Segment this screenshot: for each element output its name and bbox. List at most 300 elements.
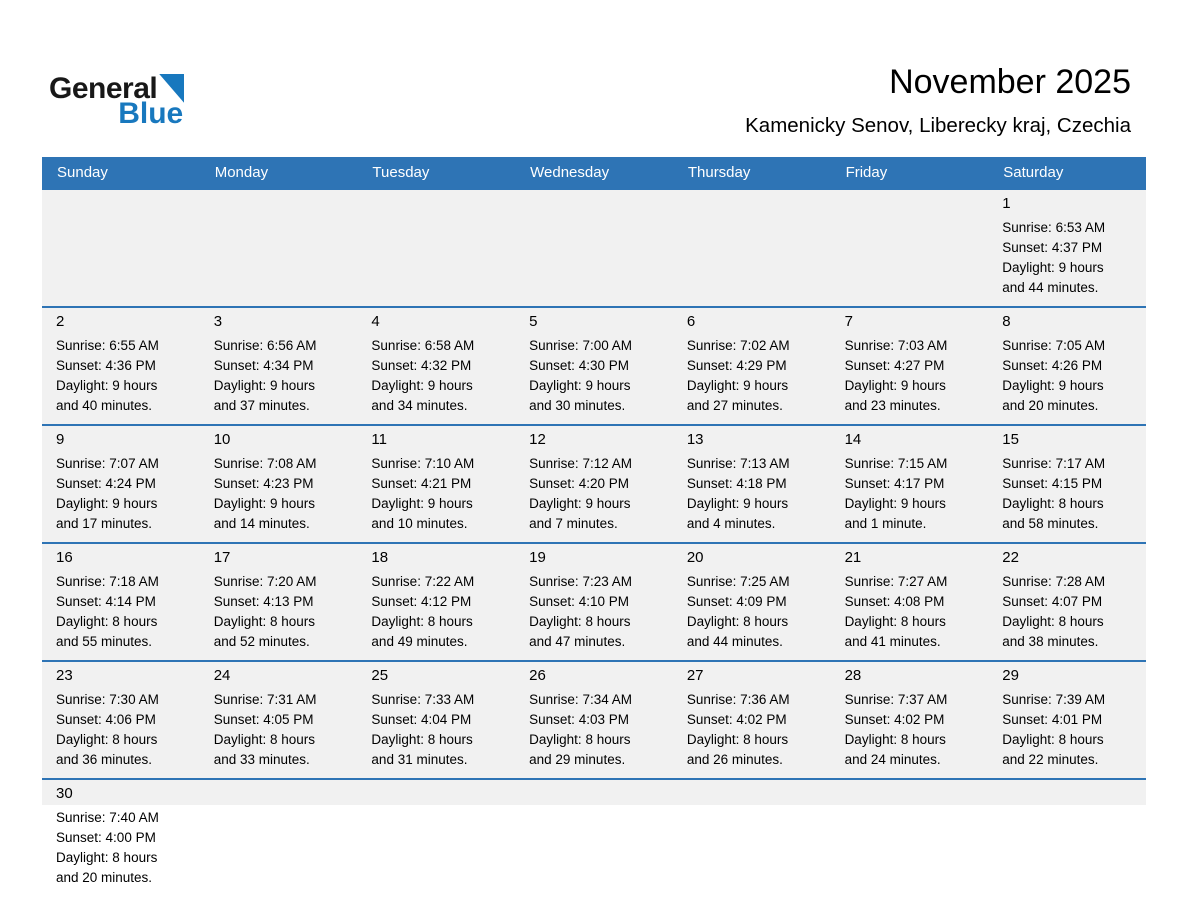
week-row — [42, 660, 1146, 778]
sunset-text — [845, 356, 966, 376]
daylight-text — [371, 376, 492, 416]
sunset-value: 4:04 PM — [420, 712, 472, 727]
daylight-label: Daylight: — [56, 378, 109, 393]
sunset-text — [687, 474, 808, 494]
sunrise-value: 7:37 AM — [897, 692, 948, 707]
daylight-label: Daylight: — [213, 378, 267, 393]
day-number: 30 — [56, 785, 73, 802]
sunrise-value: 7:31 AM — [267, 692, 317, 707]
sunset-label: Sunset: — [213, 594, 260, 609]
daylight-value: 9 hours and 30 minutes. — [529, 378, 631, 413]
weekday-header-saturday: Saturday — [1003, 164, 1064, 181]
daylight-value: 8 hours and 33 minutes. — [213, 732, 316, 767]
daylight-label: Daylight: — [529, 732, 582, 747]
sunset-text — [529, 356, 650, 376]
sunset-label: Sunset: — [371, 712, 418, 727]
sunset-text — [529, 592, 650, 612]
sunset-value: 4:15 PM — [1051, 476, 1103, 491]
daylight-value: 8 hours and 55 minutes. — [56, 614, 158, 649]
sunrise-text — [56, 690, 177, 710]
daylight-value: 8 hours and 49 minutes. — [371, 614, 473, 649]
sunset-label: Sunset: — [213, 712, 260, 727]
sunrise-text — [687, 690, 808, 710]
sunrise-text — [371, 454, 492, 474]
sunset-label: Sunset: — [371, 358, 418, 373]
sunset-text — [214, 710, 335, 730]
daylight-label: Daylight: — [686, 732, 740, 747]
daylight-text — [687, 730, 808, 770]
daylight-value: 9 hours and 10 minutes. — [371, 496, 473, 531]
day-number: 25 — [371, 667, 389, 684]
logo-blue-text: Blue — [118, 97, 184, 130]
sunset-value: 4:23 PM — [263, 476, 314, 491]
daylight-text — [371, 612, 492, 652]
daylight-value: 9 hours and 37 minutes. — [213, 378, 316, 413]
sunrise-text — [371, 572, 492, 592]
sunset-label: Sunset: — [1002, 476, 1049, 491]
sunset-value: 4:10 PM — [578, 594, 629, 609]
sunset-label: Sunset: — [1002, 594, 1049, 609]
day-cell — [515, 662, 673, 778]
sunset-text — [687, 592, 808, 612]
daylight-value: 9 hours and 7 minutes. — [529, 496, 631, 531]
sunset-value: 4:06 PM — [105, 712, 156, 727]
daylight-value: 9 hours and 23 minutes. — [844, 378, 946, 413]
sunset-value: 4:26 PM — [1051, 358, 1103, 373]
sunrise-value: 7:13 AM — [740, 456, 790, 471]
sunset-value: 4:09 PM — [736, 594, 787, 609]
sunset-label: Sunset: — [686, 476, 733, 491]
sunset-value: 4:12 PM — [420, 594, 472, 609]
daylight-label: Daylight: — [1002, 732, 1055, 747]
sunset-value: 4:29 PM — [736, 358, 787, 373]
sunrise-value: 7:07 AM — [109, 456, 159, 471]
daylight-label: Daylight: — [371, 496, 424, 511]
sunrise-label: Sunrise: — [1002, 456, 1052, 471]
daylight-text — [529, 376, 650, 416]
daylight-text — [529, 730, 650, 770]
sunrise-value: 7:10 AM — [424, 456, 475, 471]
day-cell — [42, 662, 200, 778]
daylight-value: 8 hours and 47 minutes. — [529, 614, 631, 649]
sunrise-text — [687, 336, 808, 356]
day-cell — [42, 308, 200, 424]
logo-general-text: General — [49, 72, 158, 105]
sunrise-value: 7:34 AM — [582, 692, 632, 707]
sunset-value: 4:24 PM — [105, 476, 156, 491]
sunset-text — [845, 592, 966, 612]
day-cell — [831, 426, 989, 542]
sunrise-label: Sunrise: — [529, 692, 579, 707]
calendar-body — [42, 188, 1146, 900]
sunset-text — [56, 710, 177, 730]
daylight-label: Daylight: — [213, 614, 267, 629]
daylight-label: Daylight: — [371, 732, 424, 747]
daylight-text — [1002, 258, 1123, 298]
sunrise-label: Sunrise: — [371, 338, 421, 353]
sunrise-label: Sunrise: — [371, 574, 421, 589]
day-number: 8 — [1002, 313, 1011, 330]
daylight-label: Daylight: — [56, 850, 109, 865]
sunset-value: 4:32 PM — [420, 358, 472, 373]
day-number: 26 — [529, 667, 546, 684]
sunset-label: Sunset: — [1002, 712, 1049, 727]
empty-day-cell — [673, 780, 831, 900]
daylight-label: Daylight: — [686, 378, 740, 393]
empty-day-cell — [831, 190, 989, 306]
daylight-text — [845, 494, 966, 534]
sunrise-value: 7:39 AM — [1055, 692, 1106, 707]
weekday-header-sunday: Sunday — [57, 164, 108, 181]
sunset-text — [1002, 592, 1123, 612]
sunset-value: 4:20 PM — [578, 476, 629, 491]
day-number: 14 — [844, 431, 862, 448]
sunrise-label: Sunrise: — [844, 692, 895, 707]
day-number: 24 — [213, 667, 231, 684]
daylight-text — [214, 494, 335, 534]
sunrise-value: 6:53 AM — [1055, 220, 1106, 235]
sunrise-value: 7:05 AM — [1055, 338, 1106, 353]
sunrise-text — [529, 336, 650, 356]
daylight-text — [56, 494, 177, 534]
daylight-text — [529, 612, 650, 652]
sunrise-label: Sunrise: — [529, 338, 579, 353]
sunrise-text — [687, 454, 808, 474]
day-cell — [831, 662, 989, 778]
day-cell — [42, 544, 200, 660]
sunset-label: Sunset: — [371, 476, 418, 491]
sunrise-label: Sunrise: — [56, 810, 106, 825]
day-cell — [673, 308, 831, 424]
sunrise-text — [529, 454, 650, 474]
daylight-label: Daylight: — [686, 614, 740, 629]
sunrise-label: Sunrise: — [56, 574, 106, 589]
sunset-label: Sunset: — [529, 712, 575, 727]
sunrise-text — [214, 336, 335, 356]
sunrise-label: Sunrise: — [56, 692, 106, 707]
day-cell — [200, 544, 358, 660]
day-cell — [200, 308, 358, 424]
sunset-text — [214, 356, 335, 376]
day-cell — [357, 544, 515, 660]
sunrise-label: Sunrise: — [56, 456, 106, 471]
sunset-label: Sunset: — [686, 358, 733, 373]
empty-day-cell — [515, 190, 673, 306]
sunrise-value: 7:03 AM — [897, 338, 948, 353]
day-cell — [673, 544, 831, 660]
day-number: 10 — [213, 431, 231, 448]
daylight-label: Daylight: — [844, 614, 898, 629]
week-row — [42, 542, 1146, 660]
sunrise-text — [214, 572, 335, 592]
sunset-label: Sunset: — [371, 594, 418, 609]
daylight-value: 8 hours and 24 minutes. — [844, 732, 946, 767]
day-number: 9 — [56, 431, 65, 448]
daylight-value: 9 hours and 44 minutes. — [1002, 260, 1104, 295]
day-cell — [673, 662, 831, 778]
sunset-label: Sunset: — [844, 594, 891, 609]
day-number: 22 — [1002, 549, 1019, 566]
daylight-label: Daylight: — [213, 732, 267, 747]
sunrise-text — [214, 454, 335, 474]
week-row — [42, 778, 1146, 900]
sunrise-label: Sunrise: — [1002, 338, 1052, 353]
sunrise-label: Sunrise: — [213, 692, 264, 707]
day-cell — [357, 426, 515, 542]
day-cell — [673, 426, 831, 542]
daylight-label: Daylight: — [56, 614, 109, 629]
day-cell — [42, 780, 200, 900]
sunrise-label: Sunrise: — [686, 338, 737, 353]
daylight-value: 8 hours and 58 minutes. — [1002, 496, 1104, 531]
sunrise-text — [56, 454, 177, 474]
day-cell — [200, 662, 358, 778]
daylight-text — [1002, 494, 1123, 534]
sunrise-text — [56, 808, 177, 828]
daylight-label: Daylight: — [1002, 614, 1055, 629]
day-cell — [515, 426, 673, 542]
day-cell — [831, 308, 989, 424]
month-title: November 2025 — [889, 63, 1131, 101]
daylight-text — [687, 494, 808, 534]
sunrise-value: 7:12 AM — [582, 456, 632, 471]
sunset-text — [1002, 710, 1123, 730]
day-number: 1 — [1002, 195, 1011, 212]
daylight-label: Daylight: — [213, 496, 267, 511]
sunset-value: 4:37 PM — [1051, 240, 1103, 255]
sunrise-label: Sunrise: — [686, 574, 737, 589]
sunset-value: 4:36 PM — [105, 358, 156, 373]
daylight-text — [56, 376, 177, 416]
sunset-value: 4:18 PM — [736, 476, 787, 491]
day-number: 6 — [686, 313, 696, 330]
daylight-label: Daylight: — [1002, 496, 1055, 511]
empty-day-cell — [42, 190, 200, 306]
day-number: 5 — [529, 313, 538, 330]
sunrise-label: Sunrise: — [213, 338, 264, 353]
sunrise-value: 7:30 AM — [109, 692, 159, 707]
sunrise-label: Sunrise: — [686, 456, 737, 471]
daylight-text — [214, 612, 335, 652]
sunrise-text — [1002, 572, 1123, 592]
sunrise-value: 7:18 AM — [109, 574, 159, 589]
day-cell — [988, 308, 1146, 424]
daylight-value: 8 hours and 36 minutes. — [56, 732, 158, 767]
sunset-text — [56, 592, 177, 612]
daylight-value: 8 hours and 20 minutes. — [56, 850, 158, 885]
daylight-value: 8 hours and 26 minutes. — [686, 732, 789, 767]
sunrise-value: 6:56 AM — [267, 338, 317, 353]
empty-day-cell — [673, 190, 831, 306]
sunrise-label: Sunrise: — [371, 692, 421, 707]
weekday-header-row — [42, 157, 1146, 188]
sunset-value: 4:07 PM — [1051, 594, 1103, 609]
day-number: 12 — [529, 431, 546, 448]
day-number: 23 — [56, 667, 73, 684]
day-cell — [988, 544, 1146, 660]
sunrise-value: 7:28 AM — [1055, 574, 1106, 589]
sunset-value: 4:03 PM — [578, 712, 629, 727]
sunset-text — [1002, 238, 1123, 258]
day-number: 13 — [686, 431, 704, 448]
sunset-value: 4:01 PM — [1051, 712, 1103, 727]
sunset-value: 4:30 PM — [578, 358, 629, 373]
header-right — [745, 62, 1131, 139]
sunset-label: Sunset: — [56, 358, 102, 373]
sunrise-value: 7:23 AM — [582, 574, 632, 589]
day-cell — [357, 308, 515, 424]
sunset-label: Sunset: — [1002, 358, 1049, 373]
daylight-label: Daylight: — [529, 614, 582, 629]
sunrise-value: 7:15 AM — [897, 456, 948, 471]
sunrise-text — [529, 572, 650, 592]
daylight-label: Daylight: — [1002, 260, 1055, 275]
sunset-value: 4:27 PM — [894, 358, 945, 373]
daylight-text — [371, 730, 492, 770]
location-subtitle: Kamenicky Senov, Liberecky kraj, Czechia — [745, 114, 1131, 137]
daylight-label: Daylight: — [529, 378, 582, 393]
empty-day-cell — [357, 190, 515, 306]
sunrise-label: Sunrise: — [56, 338, 106, 353]
day-number: 18 — [371, 549, 389, 566]
sunset-text — [56, 474, 177, 494]
weekday-header-tuesday: Tuesday — [372, 164, 430, 181]
sunrise-text — [56, 336, 177, 356]
sunrise-text — [1002, 454, 1123, 474]
sunrise-label: Sunrise: — [371, 456, 421, 471]
sunrise-label: Sunrise: — [529, 574, 579, 589]
day-cell — [515, 544, 673, 660]
week-row — [42, 188, 1146, 306]
daylight-text — [56, 730, 177, 770]
sunset-text — [1002, 474, 1123, 494]
day-number: 20 — [686, 549, 704, 566]
sunrise-value: 7:40 AM — [109, 810, 159, 825]
daylight-text — [214, 730, 335, 770]
sunrise-value: 6:58 AM — [424, 338, 475, 353]
daylight-label: Daylight: — [1002, 378, 1055, 393]
sunrise-text — [845, 690, 966, 710]
sunset-text — [371, 592, 492, 612]
empty-day-cell — [200, 190, 358, 306]
day-number: 3 — [213, 313, 223, 330]
sunset-text — [56, 356, 177, 376]
sunrise-label: Sunrise: — [844, 456, 895, 471]
sunset-value: 4:17 PM — [894, 476, 945, 491]
daylight-value: 9 hours and 40 minutes. — [56, 378, 158, 413]
day-number: 11 — [371, 431, 387, 448]
day-number: 17 — [213, 549, 231, 566]
empty-day-cell — [831, 780, 989, 900]
empty-day-cell — [515, 780, 673, 900]
sunset-text — [687, 710, 808, 730]
sunrise-label: Sunrise: — [213, 456, 264, 471]
sunrise-text — [56, 572, 177, 592]
sunrise-text — [371, 690, 492, 710]
sunset-text — [687, 356, 808, 376]
daylight-value: 9 hours and 20 minutes. — [1002, 378, 1104, 413]
sunrise-label: Sunrise: — [844, 574, 895, 589]
sunset-label: Sunset: — [686, 712, 733, 727]
sunset-label: Sunset: — [529, 358, 575, 373]
sunrise-label: Sunrise: — [686, 692, 737, 707]
sunset-text — [214, 592, 335, 612]
weekday-header-friday: Friday — [845, 164, 888, 181]
sunset-text — [371, 710, 492, 730]
sunrise-value: 7:08 AM — [267, 456, 317, 471]
sunrise-label: Sunrise: — [213, 574, 264, 589]
sunset-text — [56, 828, 177, 848]
sunset-label: Sunset: — [686, 594, 733, 609]
day-cell — [42, 426, 200, 542]
empty-day-cell — [200, 780, 358, 900]
sunrise-value: 7:25 AM — [740, 574, 790, 589]
daylight-value: 9 hours and 4 minutes. — [686, 496, 789, 531]
daylight-label: Daylight: — [844, 378, 898, 393]
sunset-label: Sunset: — [844, 358, 891, 373]
sunset-text — [529, 474, 650, 494]
daylight-text — [845, 612, 966, 652]
sunset-label: Sunset: — [844, 476, 891, 491]
sunset-value: 4:14 PM — [105, 594, 156, 609]
daylight-text — [687, 612, 808, 652]
daylight-value: 8 hours and 52 minutes. — [213, 614, 316, 649]
sunset-text — [371, 356, 492, 376]
daylight-text — [687, 376, 808, 416]
sunset-label: Sunset: — [56, 830, 102, 845]
sunset-value: 4:13 PM — [263, 594, 314, 609]
empty-day-cell — [357, 780, 515, 900]
daylight-text — [1002, 612, 1123, 652]
day-number: 29 — [1002, 667, 1019, 684]
sunrise-text — [214, 690, 335, 710]
day-cell — [988, 662, 1146, 778]
sunset-value: 4:00 PM — [105, 830, 156, 845]
sunrise-text — [687, 572, 808, 592]
day-number: 28 — [844, 667, 862, 684]
sunset-value: 4:05 PM — [263, 712, 314, 727]
daylight-value: 8 hours and 31 minutes. — [371, 732, 473, 767]
calendar-grid — [42, 157, 1146, 900]
daylight-text — [56, 612, 177, 652]
sunset-value: 4:34 PM — [263, 358, 314, 373]
daylight-value: 8 hours and 22 minutes. — [1002, 732, 1104, 767]
daylight-text — [1002, 730, 1123, 770]
daylight-text — [371, 494, 492, 534]
sunset-label: Sunset: — [56, 594, 102, 609]
day-number: 4 — [371, 313, 380, 330]
daylight-label: Daylight: — [371, 614, 424, 629]
day-cell — [988, 426, 1146, 542]
sunset-label: Sunset: — [1002, 240, 1049, 255]
day-number: 15 — [1002, 431, 1019, 448]
day-cell — [357, 662, 515, 778]
daylight-text — [1002, 376, 1123, 416]
day-cell — [515, 308, 673, 424]
sunrise-value: 7:17 AM — [1055, 456, 1106, 471]
daylight-text — [845, 376, 966, 416]
sunset-label: Sunset: — [844, 712, 891, 727]
day-number: 2 — [56, 313, 65, 330]
daylight-label: Daylight: — [844, 732, 898, 747]
general-blue-logo — [49, 74, 184, 129]
sunrise-value: 7:22 AM — [424, 574, 475, 589]
sunrise-text — [529, 690, 650, 710]
weekday-header-monday: Monday — [214, 164, 269, 181]
daylight-label: Daylight: — [56, 496, 109, 511]
daylight-text — [214, 376, 335, 416]
sunrise-value: 6:55 AM — [109, 338, 159, 353]
